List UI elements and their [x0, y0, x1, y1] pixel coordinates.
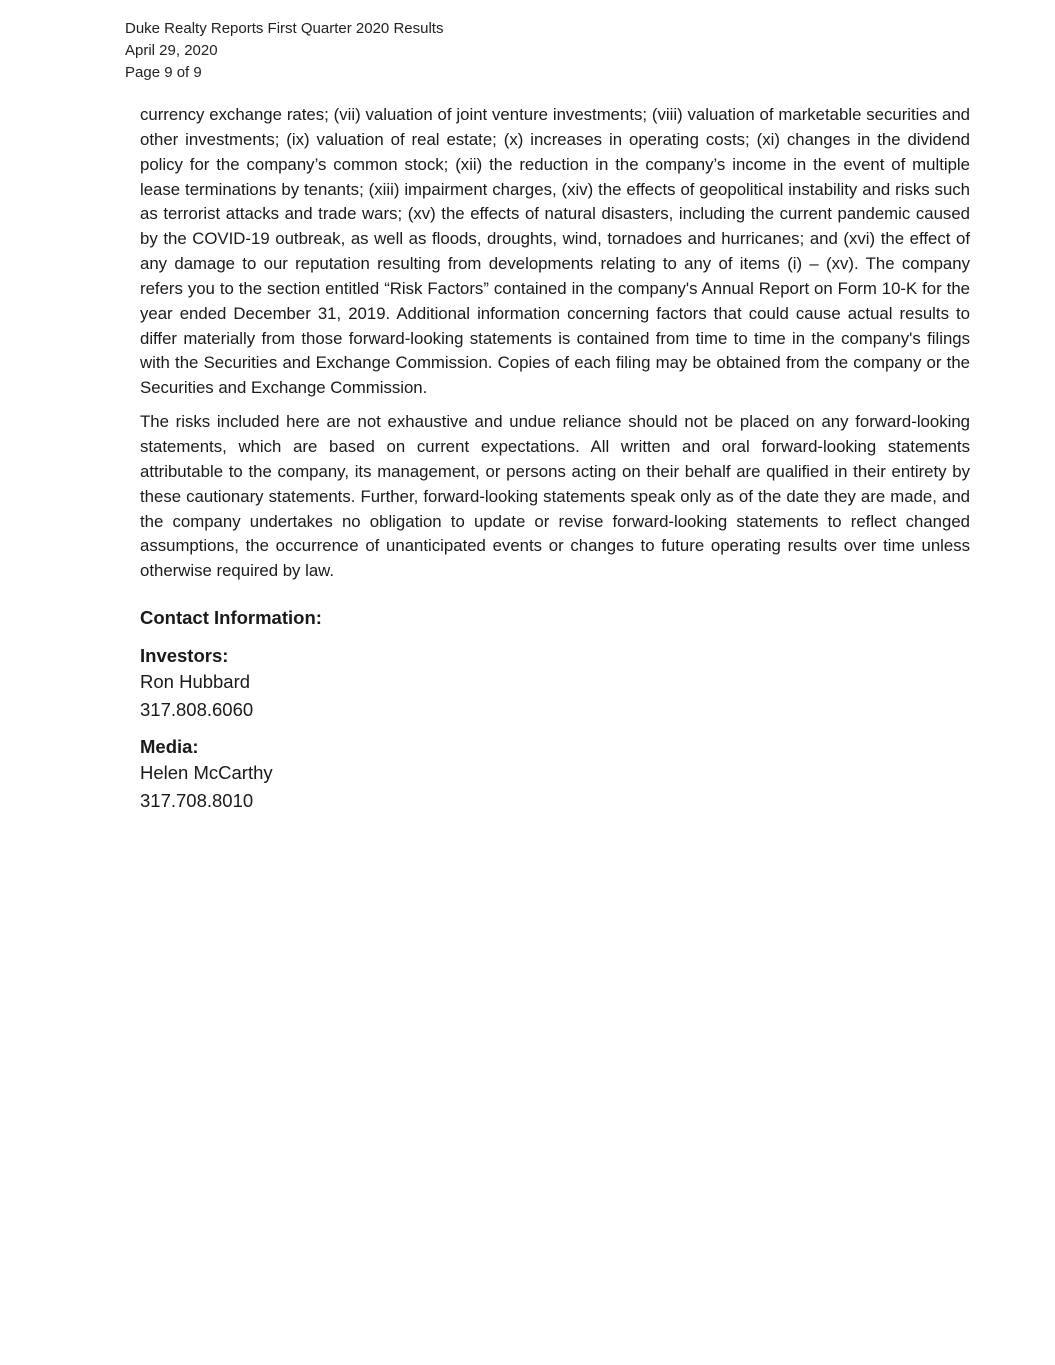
document-title: Duke Realty Reports First Quarter 2020 Results: [125, 20, 444, 37]
investors-contact-phone: 317.808.6060: [140, 698, 254, 720]
cautionary-statement-paragraph: The risks included here are not exhaustive and undue reliance should not be placed on any forward-looking statements, which are based on current expectations. All written and oral forward-looking statements attributable to the company, its management, or persons acting on their behalf are qualified in their entirety by these cautionary statements. Further, forward-looking statements speak only as of the date they are made, and the company undertakes no obligation to update or revise forward-looking statements to reflect changed assumptions, the occurrence of unanticipated events or changes to future operating results over time unless otherwise required by law.: [140, 412, 970, 581]
media-contact-phone: 317.708.8010: [140, 789, 254, 811]
page-number: Page 9 of 9: [125, 64, 202, 81]
media-contact-name: Helen McCarthy: [140, 762, 273, 784]
media-label: Media:: [140, 736, 199, 758]
risk-factors-paragraph: currency exchange rates; (vii) valuation of joint venture investments; (viii) valuation of marketable securities and other investments; (ix) valuation of real estate; (x) increases in operating costs; (xi) changes in the dividend policy for the company’s common stock; (xii) the reduction in the company’s income in the event of multiple lease terminations by tenants; (xiii) impairment charges, (xiv) the effects of geopolitical instability and risks such as terrorist attacks and trade wars; (xv) the effects of natural disasters, including the current pandemic caused by the COVID-19 outbreak, as well as floods, droughts, wind, tornadoes and hurricanes; and (xvi) the effect of any damage to our reputation resulting from developments relating to any of items (i) – (xv). The company refers you to the section entitled “Risk Factors” contained in the company's Annual Report on Form 10-K for the year ended December 31, 2019. Additional information concerning factors that could cause actual results to differ materially from those forward-looking statements is contained from time to time in the company's filings with the Securities and Exchange Commission. Copies of each filing may be obtained from the company or the Securities and Exchange Commission.: [140, 105, 970, 398]
document-date: April 29, 2020: [125, 42, 218, 59]
investors-contact: [140, 644, 970, 723]
investors-contact-name: Ron Hubbard: [140, 671, 251, 693]
page-header: [125, 18, 443, 84]
investors-label: Investors:: [140, 645, 229, 667]
document-body: [140, 103, 970, 814]
contact-information-heading: Contact Information:: [140, 607, 322, 629]
media-contact: [140, 735, 970, 814]
